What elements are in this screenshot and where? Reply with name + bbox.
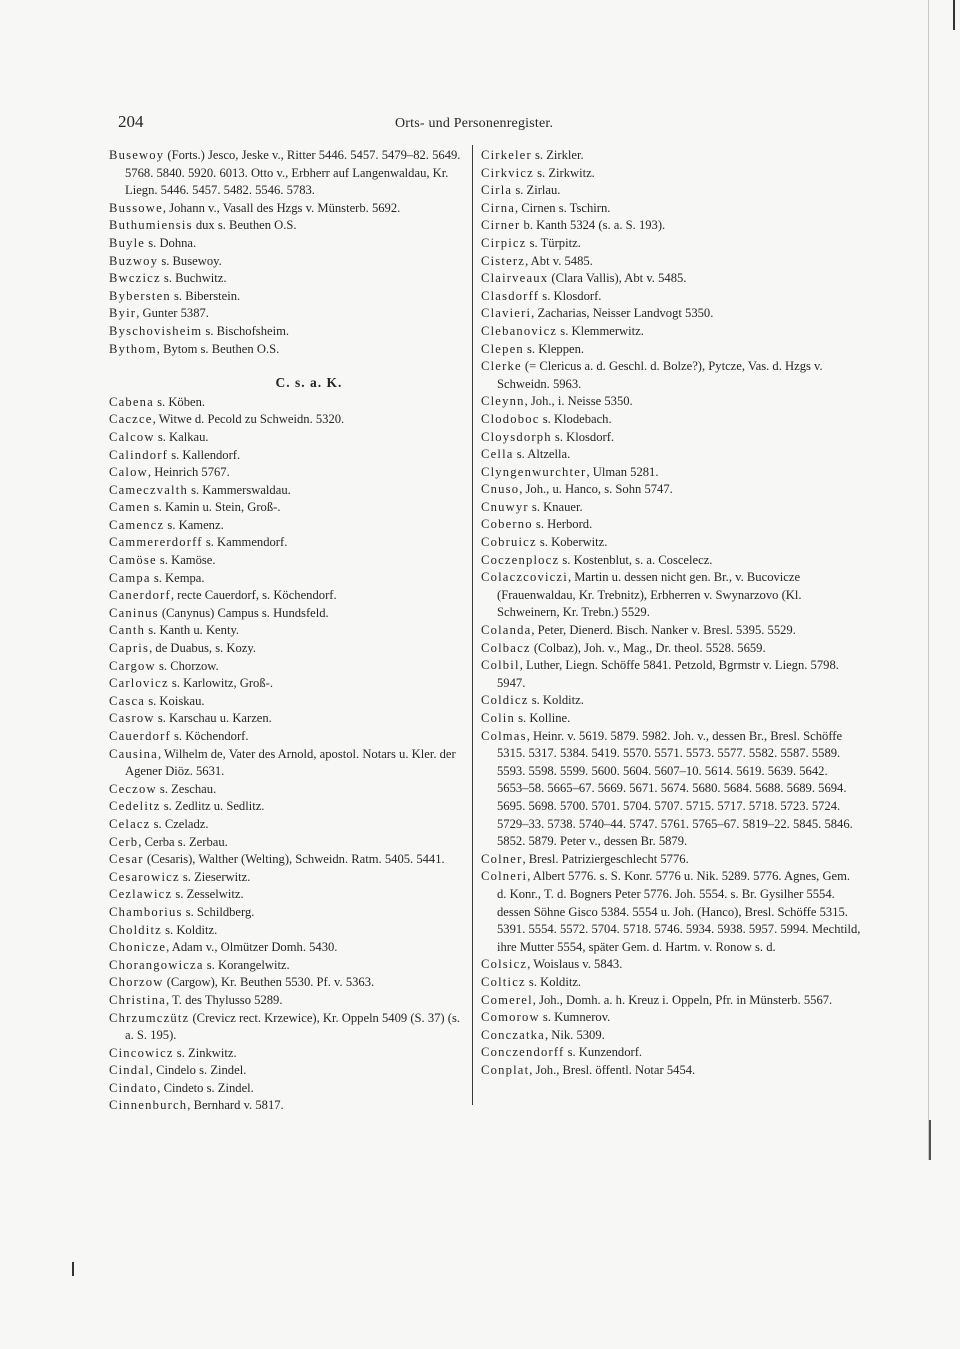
entry-headword: Cerb (109, 834, 139, 849)
entry-text: s. Kammerswaldau. (187, 482, 291, 497)
entry-headword: Cirkvicz (481, 165, 534, 180)
index-entry (109, 992, 469, 1010)
index-entry (481, 341, 861, 359)
index-entry (481, 499, 861, 517)
entry-headword: Clyngenwurchter (481, 464, 587, 479)
entry-headword: Casrow (109, 711, 155, 726)
index-entry (481, 851, 861, 869)
entry-headword: Cloysdorph (481, 429, 552, 444)
entry-text: s. Koiskau. (145, 693, 205, 708)
entry-headword: Colanda (481, 623, 532, 638)
index-entry (109, 675, 469, 693)
entry-text: s. Biberstein. (170, 288, 241, 303)
entry-headword: Clebanovicz (481, 323, 558, 338)
index-entry (481, 657, 861, 692)
entry-headword: Cedelitz (109, 799, 161, 814)
index-entry (109, 305, 469, 323)
entry-text: s. Bischofsheim. (202, 323, 290, 338)
entry-headword: Caczce (109, 412, 153, 427)
entry-headword: Cindal (109, 1063, 150, 1078)
entry-headword: Canerdorf (109, 588, 171, 603)
entry-headword: Calow (109, 465, 148, 480)
scan-mark-right (929, 1120, 931, 1160)
entry-headword: Clairveaux (481, 271, 549, 286)
entry-headword: Clodoboc (481, 411, 540, 426)
entry-headword: Cezlawicz (109, 887, 173, 902)
entry-text: , Heinrich 5767. (147, 465, 230, 480)
page-edge-line (928, 0, 929, 1160)
entry-text: (Clara Vallis), Abt v. 5485. (548, 271, 687, 286)
index-entry (481, 868, 861, 956)
entry-headword: Cameczvalth (109, 482, 188, 497)
index-entry (481, 464, 861, 482)
entry-headword: Colaczcoviczi (481, 570, 568, 585)
entry-text: s. Kumnerov. (539, 1010, 611, 1025)
entry-headword: Casca (109, 693, 146, 708)
entry-text: s. Klemmerwitz. (557, 323, 644, 338)
entry-headword: Camencz (109, 517, 165, 532)
entry-text: , Martin u. dessen nicht gen. Br., v. Bucovicze (Frauenwaldau, Kr. Trebnitz), Erbherren v. Swynarzovo (Kl. Schweinern, Kr. Trebn.) 5529. (497, 570, 802, 620)
left-column (109, 147, 469, 1115)
entry-headword: Conczatka (481, 1027, 545, 1042)
index-entry (481, 974, 861, 992)
index-entry (481, 235, 861, 253)
entry-text: (= Clericus a. d. Geschl. d. Bolze?), Pytcze, Vas. d. Hzgs v. Schweidn. 5963. (497, 359, 823, 391)
index-entry (109, 816, 469, 834)
entry-text: (Colbaz), Joh. v., Mag., Dr. theol. 5528. 5659. (530, 640, 766, 655)
index-entry (481, 992, 861, 1010)
entry-text: , Abt v. 5485. (525, 253, 593, 268)
entry-headword: Cirkeler (481, 148, 532, 162)
entry-headword: Buzwoy (109, 253, 159, 268)
entry-headword: Chorangowicza (109, 957, 204, 972)
entry-headword: Cesar (109, 852, 144, 867)
entry-text: , Joh., i. Neisse 5350. (524, 394, 633, 409)
entry-text: , Witwe d. Pecold zu Schweidn. 5320. (152, 412, 345, 427)
entry-text: , Cindeto s. Zindel. (157, 1080, 254, 1095)
entry-headword: Celacz (109, 816, 151, 831)
index-entry (109, 640, 469, 658)
index-entry (109, 288, 469, 306)
entry-text: , Ulman 5281. (586, 464, 659, 479)
entry-headword: Bythom (109, 341, 157, 356)
entry-headword: Colticz (481, 974, 526, 989)
entry-headword: Cincowicz (109, 1045, 174, 1060)
entry-headword: Buyle (109, 235, 146, 250)
entry-headword: Coldicz (481, 693, 529, 708)
index-entry (481, 552, 861, 570)
entry-headword: Christina (109, 992, 166, 1007)
entry-text: s. Zinkwitz. (173, 1045, 237, 1060)
entry-headword: Bybersten (109, 288, 171, 303)
entry-headword: Colbil (481, 658, 520, 673)
entry-text: s. Kolditz. (161, 922, 218, 937)
entries-after-section (109, 394, 469, 1115)
entry-text: s. Altzella. (513, 447, 571, 462)
entry-text: s. Kamenz. (164, 517, 224, 532)
entry-text: s. Czeladz. (150, 816, 209, 831)
entry-text: s. Zirlau. (512, 183, 561, 198)
index-entry (109, 869, 469, 887)
entry-headword: Capris (109, 641, 150, 656)
entry-headword: Cirna (481, 200, 515, 215)
entry-headword: Chamborius (109, 904, 183, 919)
entry-text: , Bytom s. Beuthen O.S. (156, 341, 280, 356)
index-entry (481, 516, 861, 534)
entry-headword: Cella (481, 447, 514, 462)
entry-text: s. Türpitz. (526, 235, 581, 250)
index-entry (481, 217, 861, 235)
entry-text: (Canynus) Campus s. Hundsfeld. (158, 605, 329, 620)
index-entry (481, 270, 861, 288)
index-entry (109, 429, 469, 447)
index-entry (481, 1009, 861, 1027)
entry-text: , Bernhard v. 5817. (187, 1098, 284, 1113)
running-title: Orts- und Personenregister. (395, 116, 554, 131)
entry-headword: Causina (109, 746, 158, 761)
index-entry (109, 957, 469, 975)
index-entry (481, 429, 861, 447)
index-entry (109, 1080, 469, 1098)
page-number: 204 (118, 112, 144, 131)
entry-headword: Colmas (481, 728, 527, 743)
index-entry (109, 570, 469, 588)
index-entry (109, 693, 469, 711)
entry-headword: Comerel (481, 992, 533, 1007)
entry-headword: Camöse (109, 553, 157, 568)
entry-headword: Clasdorff (481, 288, 540, 303)
index-entry (109, 710, 469, 728)
index-entry (481, 182, 861, 200)
entry-text: , Cirnen s. Tschirn. (514, 200, 611, 215)
entry-text: s. Zieserwitz. (179, 869, 251, 884)
column-divider (472, 145, 473, 1105)
entry-text: s. Karschau u. Karzen. (154, 711, 272, 726)
index-entry (481, 147, 861, 165)
entry-headword: Camen (109, 500, 151, 515)
entry-headword: Chonicze (109, 940, 167, 955)
entry-headword: Clepen (481, 341, 524, 356)
entry-headword: Cobruicz (481, 535, 537, 550)
index-entry (109, 534, 469, 552)
entry-text: s. Kamin u. Stein, Groß-. (150, 500, 281, 515)
index-entry (109, 1097, 469, 1115)
index-entry (481, 200, 861, 218)
entry-headword: Cirpicz (481, 235, 527, 250)
entry-text: , Bresl. Patriziergeschlecht 5776. (522, 851, 689, 866)
index-entry (109, 517, 469, 535)
index-entry (109, 394, 469, 412)
index-entry (481, 728, 861, 851)
entry-text: s. Klosdorf. (539, 288, 602, 303)
index-entry (109, 552, 469, 570)
index-entry (109, 235, 469, 253)
entry-text: , Johann v., Vasall des Hzgs v. Münsterb. 5692. (162, 200, 401, 215)
index-entry (109, 270, 469, 288)
entry-headword: Coberno (481, 517, 533, 532)
entry-headword: Ceczow (109, 781, 157, 796)
index-entry (109, 341, 469, 359)
index-entry (481, 622, 861, 640)
entry-headword: Calcow (109, 429, 155, 444)
entry-headword: Buthumiensis (109, 218, 193, 233)
entry-text: s. Kolditz. (528, 693, 584, 708)
entry-text: , Luther, Liegn. Schöffe 5841. Petzold, Bgrmstr v. Liegn. 5798. 5947. (497, 658, 839, 690)
entry-text: s. Busewoy. (158, 253, 222, 268)
entry-text: , Albert 5776. s. S. Konr. 5776 u. Nik. 5289. 5776. Agnes, Gem. d. Konr., T. d. Bogners Peter 5776. Joh. 5554. s. Br. Gysilher 5554. dessen Söhne Gisco 5384. 5554 u. Joh. (Hanco), Bresl. Schöffe 5315. 5391. 5554. 5572. 5704. 5718. 5746. 5934. 5938. 5957. 5994. Mechtild, ihre Mutter 5554, später Gem. d. Hartm. v. Ronow s. d. (497, 869, 861, 954)
entry-headword: Canth (109, 623, 146, 638)
index-entry (109, 323, 469, 341)
entry-text: s. Kammendorf. (202, 535, 288, 550)
entry-headword: Cindato (109, 1080, 158, 1095)
entry-text: , Nik. 5309. (544, 1027, 605, 1042)
entry-text: s. Dohna. (145, 235, 197, 250)
entry-text: s. Kolline. (515, 711, 571, 725)
index-entry (109, 974, 469, 992)
entry-text: s. Zedlitz u. Sedlitz. (160, 799, 265, 814)
index-entry (109, 147, 469, 200)
entry-headword: Colsicz (481, 957, 528, 972)
entry-headword: Cargow (109, 658, 156, 673)
entry-text: s. Kallendorf. (168, 447, 241, 462)
entry-text: s. Kolditz. (525, 974, 582, 989)
index-entry (481, 569, 861, 622)
index-entry (481, 1044, 861, 1062)
entry-text: s. Karlowitz, Groß-. (168, 676, 273, 691)
entry-headword: Cnuso (481, 482, 520, 497)
entry-text: b. Kanth 5324 (s. a. S. 193). (520, 218, 666, 233)
entry-text: s. Buchwitz. (160, 271, 227, 286)
entry-text: , Zacharias, Neisser Landvogt 5350. (531, 306, 714, 321)
entry-headword: Cammererdorff (109, 535, 203, 550)
entry-headword: Bwczicz (109, 271, 161, 286)
entry-headword: Colneri (481, 869, 528, 884)
page-header (118, 112, 858, 134)
index-entry (481, 481, 861, 499)
entry-headword: Cirla (481, 183, 513, 198)
index-entry (481, 692, 861, 710)
entry-text: , recte Cauerdorf, s. Köchendorf. (170, 588, 337, 603)
index-entry (109, 1062, 469, 1080)
entry-headword: Comorow (481, 1010, 540, 1025)
entry-headword: Busewoy (109, 148, 165, 162)
index-entry (109, 587, 469, 605)
entry-headword: Chorzow (109, 975, 164, 990)
scan-mark-left (72, 1262, 74, 1276)
index-entry (109, 851, 469, 869)
index-entry (481, 956, 861, 974)
entry-text: , de Duabus, s. Kozy. (149, 641, 257, 656)
index-entry (109, 886, 469, 904)
entry-text: s. Kostenblut, s. a. Cosceleсz. (559, 552, 713, 567)
entry-headword: Colbacz (481, 640, 531, 655)
index-entry (481, 640, 861, 658)
index-entry (481, 1027, 861, 1045)
entry-text: , Adam v., Olmützer Domh. 5430. (166, 940, 338, 955)
index-entry (109, 922, 469, 940)
index-entry (109, 904, 469, 922)
index-entry (109, 834, 469, 852)
index-entry (109, 200, 469, 218)
entry-text: s. Klodebach. (539, 411, 612, 426)
entry-text: s. Schildberg. (182, 904, 255, 919)
index-entry (109, 939, 469, 957)
entry-text: s. Köchendorf. (170, 729, 249, 743)
index-entry (481, 323, 861, 341)
right-column (481, 147, 861, 1079)
entry-text: , Joh., Bresl. öffentl. Notar 5454. (529, 1062, 696, 1077)
entry-headword: Cesarowicz (109, 869, 180, 884)
entry-text: , Joh., u. Hanco, s. Sohn 5747. (519, 482, 673, 497)
scan-mark-top (953, 0, 955, 30)
entries-before-section (109, 147, 469, 358)
entry-text: s. Zirkwitz. (533, 165, 595, 180)
entry-text: (Cesaris), Walther (Welting), Schweidn. Ratm. 5405. 5441. (143, 852, 445, 867)
index-entry (481, 165, 861, 183)
index-entry (109, 217, 469, 235)
index-entry (481, 393, 861, 411)
entry-text: s. Kalkau. (154, 429, 209, 444)
entry-headword: Campa (109, 570, 151, 585)
index-entry (481, 253, 861, 271)
entry-text: , Joh., Domh. a. h. Kreuz i. Oppeln, Pfr. in Münsterb. 5567. (532, 992, 833, 1007)
entry-headword: Clavieri (481, 306, 532, 321)
entry-headword: Conczendorff (481, 1045, 565, 1060)
entry-text: dux s. Beuthen O.S. (192, 218, 297, 233)
entry-text: s. Herbord. (532, 517, 593, 532)
index-entry (109, 411, 469, 429)
entry-text: s. Kunzendorf. (564, 1045, 643, 1060)
entry-text: s. Kempa. (150, 570, 205, 585)
entry-headword: Cirner (481, 218, 521, 233)
index-entry (109, 781, 469, 799)
entry-headword: Cnuwyr (481, 499, 529, 514)
entry-text: , Cerba s. Zerbau. (138, 834, 228, 849)
entry-headword: Calindorf (109, 447, 169, 462)
entry-text: s. Kanth u. Kenty. (145, 623, 240, 638)
index-entry (109, 1010, 469, 1045)
entry-text: (Forts.) Jesco, Jeske v., Ritter 5446. 5457. 5479–82. 5649. 5768. 5840. 5920. 6013. Otto v., Erbherr auf Langenwaldau, Kr. Liegn. 5446. 5457. 5482. 5546. 5783. (125, 148, 461, 198)
entry-text: s. Chorzow. (155, 658, 219, 673)
entry-headword: Colner (481, 851, 523, 866)
entry-text: s. Kamöse. (156, 553, 216, 568)
entry-headword: Cholditz (109, 922, 162, 937)
entry-text: s. Zeschau. (156, 781, 217, 796)
index-entry (109, 605, 469, 623)
entry-headword: Carlovicz (109, 676, 169, 691)
entry-text: , Gunter 5387. (136, 306, 209, 321)
entry-text: s. Köben. (153, 394, 206, 409)
entry-text: s. Kleppen. (523, 341, 585, 356)
index-entry (109, 622, 469, 640)
entry-text: , Cindelo s. Zindel. (149, 1063, 247, 1078)
index-entry (109, 798, 469, 816)
entry-text: , Wilhelm de, Vater des Arnold, apostol. Notars u. Kler. der Agener Diöz. 5631. (125, 746, 456, 779)
index-entry (109, 499, 469, 517)
entry-text: s. Zesselwitz. (172, 887, 244, 902)
right-entries (481, 147, 861, 1079)
entry-headword: Coczenplocz (481, 552, 560, 567)
entry-text: , Peter, Dienerd. Bisch. Nanker v. Bresl. 5395. 5529. (531, 623, 796, 638)
entry-text: s. Korangelwitz. (203, 957, 290, 972)
entry-headword: Clerke (481, 359, 522, 374)
entry-text: s. Zirkler. (531, 148, 584, 162)
entry-headword: Bussowe (109, 200, 163, 215)
entry-headword: Cinnenburch (109, 1098, 188, 1113)
entry-headword: Caninus (109, 605, 159, 620)
entry-headword: Cabena (109, 394, 154, 409)
index-entry (109, 728, 469, 746)
entry-text: , Heinr. v. 5619. 5879. 5982. Joh. v., dessen Br., Bresl. Schöffe 5315. 5317. 5384. 5419. 5570. 5571. 5573. 5577. 5582. 5587. 5589. 5593. 5598. 5599. 5600. 5604. 5607–10. 5614. 5619. 5639. 5642. 5653–58. 5665–67. 5669. 5671. 5674. 5680. 5684. 5688. 5689. 5694. 5695. 5698. 5700. 5701. 5704. 5707. 5715. 5717. 5718. 5723. 5724. 5729–33. 5738. 5740–44. 5747. 5761. 5765–67. 5819–22. 5845. 5846. 5852. 5879. Peter v., dessen Br. 5879. (497, 728, 853, 849)
index-entry (481, 288, 861, 306)
index-entry (109, 482, 469, 500)
entry-headword: Cisterz (481, 253, 526, 268)
entry-headword: Cauerdorf (109, 729, 171, 743)
entry-text: (Crevicz rect. Krzewice), Kr. Oppeln 5409 (S. 37) (s. a. S. 195). (125, 1010, 461, 1043)
index-entry (481, 1062, 861, 1080)
index-entry (109, 464, 469, 482)
index-entry (481, 305, 861, 323)
entry-text: s. Klosdorf. (551, 429, 615, 444)
index-entry (109, 447, 469, 465)
index-entry (109, 658, 469, 676)
entry-text: , T. des Thylusso 5289. (165, 992, 283, 1007)
entry-text: (Cargow), Kr. Beuthen 5530. Pf. v. 5363. (163, 975, 375, 990)
entry-headword: Conplat (481, 1062, 530, 1077)
index-entry (481, 411, 861, 429)
index-entry (481, 358, 861, 393)
index-entry (109, 746, 469, 781)
entry-text: s. Koberwitz. (536, 535, 608, 550)
index-entry (481, 534, 861, 552)
section-heading: C. s. a. K. (275, 375, 343, 391)
index-entry (109, 253, 469, 271)
entry-text: , Woislaus v. 5843. (527, 957, 623, 972)
index-entry (481, 710, 861, 728)
index-entry (481, 446, 861, 464)
entry-headword: Cleynn (481, 394, 525, 409)
entry-text: s. Knauer. (528, 499, 583, 514)
entry-headword: Chrzumczütz (109, 1010, 190, 1025)
entry-headword: Byir (109, 306, 137, 321)
index-entry (109, 1045, 469, 1063)
entry-headword: Byschovisheim (109, 323, 203, 338)
entry-headword: Colin (481, 711, 515, 725)
